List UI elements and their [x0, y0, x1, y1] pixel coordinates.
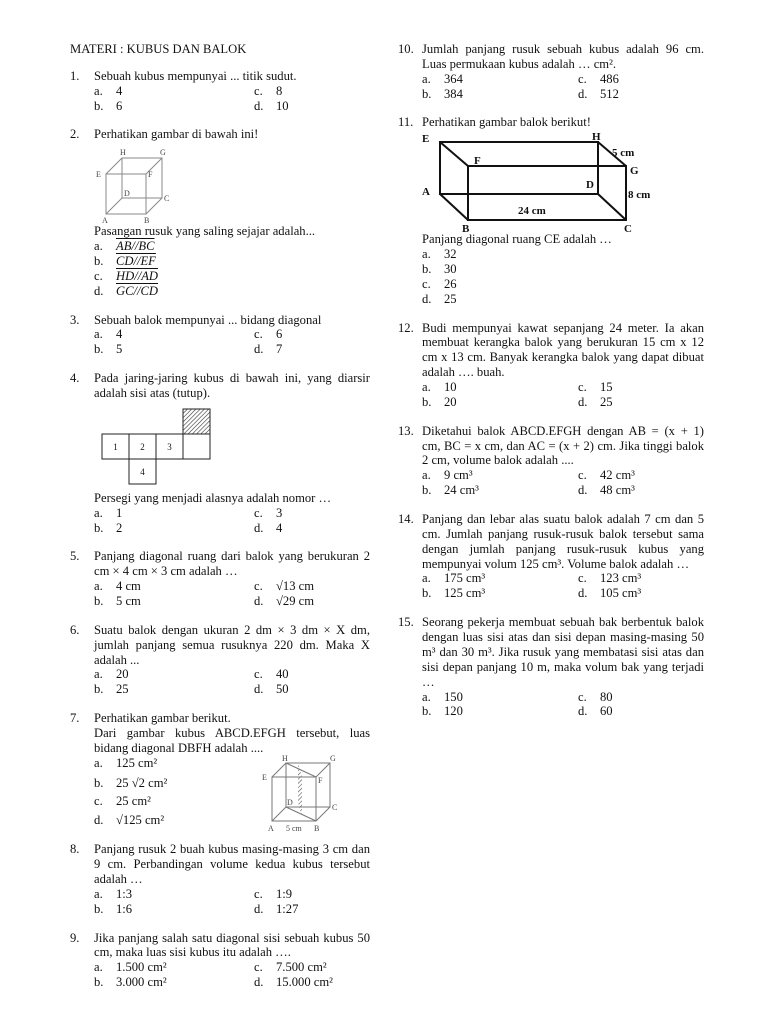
question-number: 5.: [70, 549, 80, 564]
question-text: Budi mempunyai kawat sepanjang 24 meter. Ia akan membuat kerangka balok yang berukuran 15 cm x 12 cm x 13 cm. Banyak kerangka balok yang dapat dibuat adalah …. buah.: [422, 320, 704, 380]
question-text: Perhatikan gambar di bawah ini!: [94, 127, 259, 142]
option-c[interactable]: c. 26: [422, 276, 457, 291]
question-number: 11.: [398, 115, 414, 130]
option-b[interactable]: b. 24 cm³: [422, 483, 479, 498]
option-c[interactable]: c. 15: [578, 380, 613, 395]
label-b: B: [314, 824, 320, 834]
question-number: 15.: [398, 615, 414, 630]
label-g: G: [330, 754, 336, 764]
option-d[interactable]: d. GC//CD: [94, 283, 158, 298]
question-followup: Dari gambar kubus ABCD.EFGH tersebut, luas bidang diagonal DBFH adalah ....: [94, 726, 370, 755]
option-a[interactable]: a. 20: [94, 667, 129, 682]
cube-net-figure: [100, 407, 220, 487]
option-a[interactable]: a. 1:3: [94, 886, 133, 901]
option-d[interactable]: d. √29 cm: [254, 594, 315, 609]
option-a[interactable]: a. 1: [94, 505, 123, 520]
question-text: Diketahui balok ABCD.EFGH dengan AB = (x + 1) cm, BC = x cm, dan AC = (x + 2) cm. Jika tinggi balok 2 cm, volume balok adalah ....: [422, 423, 704, 468]
net-square-blank: [183, 434, 210, 459]
question-number: 7.: [70, 711, 80, 726]
diagonal-plane-shaded: [298, 763, 302, 817]
option-b[interactable]: b. 384: [422, 86, 463, 101]
question-text: Jumlah panjang rusuk sebuah kubus adalah 96 cm. Luas permukaan kubus adalah … cm².: [422, 42, 704, 71]
option-c[interactable]: c. 486: [578, 71, 619, 86]
option-a[interactable]: a. 150: [422, 689, 463, 704]
option-d[interactable]: d. 50: [254, 682, 289, 697]
net-number-2: 2: [140, 441, 145, 452]
option-d[interactable]: d. 25: [578, 394, 613, 409]
label-a: A: [422, 186, 430, 199]
question-15: [398, 615, 704, 719]
question-followup: Panjang diagonal ruang CE adalah …: [422, 232, 612, 247]
option-c[interactable]: c. 8: [254, 83, 283, 98]
option-c[interactable]: c. √13 cm: [254, 579, 315, 594]
question-text: Jika panjang salah satu diagonal sisi sebuah kubus 50 cm, maka luas sisi kubus itu adalah ….: [94, 930, 370, 960]
option-a[interactable]: a. 4: [94, 327, 123, 342]
question-number: 8.: [70, 842, 80, 857]
label-e: E: [262, 773, 267, 783]
option-c[interactable]: c. 6: [254, 327, 283, 342]
question-text: Sebuah balok mempunyai ... bidang diagonal: [94, 312, 322, 327]
question-followup: Persegi yang menjadi alasnya adalah nomor …: [94, 490, 332, 505]
left-column: [70, 42, 370, 1004]
label-c: C: [332, 803, 338, 813]
label-a: A: [102, 216, 108, 225]
question-followup: Pasangan rusuk yang saling sejajar adalah...: [94, 224, 316, 239]
option-d[interactable]: d. 25: [422, 291, 457, 306]
question-number: 12.: [398, 320, 414, 335]
question-4: [70, 371, 370, 535]
label-d: D: [124, 189, 130, 199]
question-2: [70, 127, 370, 298]
label-c: C: [164, 194, 170, 204]
net-square-top-shaded: [183, 409, 210, 434]
label-d: D: [287, 798, 293, 808]
option-a[interactable]: a. 125 cm²: [94, 755, 158, 770]
option-b[interactable]: b. 30: [422, 262, 457, 277]
label-d: D: [586, 179, 594, 192]
option-b[interactable]: b. 3.000 cm²: [94, 975, 167, 990]
worksheet-title: MATERI : KUBUS DAN BALOK: [70, 42, 247, 56]
question-text: Panjang diagonal ruang dari balok yang berukuran 2 cm × 4 cm × 3 cm adalah …: [94, 549, 370, 579]
question-number: 9.: [70, 930, 80, 945]
question-number: 2.: [70, 127, 80, 142]
option-b[interactable]: b. 6: [94, 98, 123, 113]
option-a[interactable]: a. 364: [422, 71, 463, 86]
question-10: [398, 42, 704, 101]
option-a[interactable]: a. 4 cm: [94, 579, 141, 594]
option-a[interactable]: a. 32: [422, 247, 457, 262]
option-c[interactable]: c. 7.500 cm²: [254, 960, 327, 975]
question-14: [398, 512, 704, 601]
label-f: F: [148, 170, 153, 180]
length-label: 24 cm: [518, 205, 546, 218]
label-c: C: [624, 223, 632, 233]
cube-diagonal-figure: [256, 753, 366, 835]
question-13: [398, 424, 704, 498]
label-h: H: [120, 148, 126, 158]
label-b: B: [462, 223, 470, 233]
option-a[interactable]: a. 175 cm³: [422, 571, 486, 586]
cuboid-back-face: [440, 142, 598, 194]
option-b[interactable]: b. 25: [94, 682, 129, 697]
question-number: 6.: [70, 622, 80, 637]
question-number: 4.: [70, 371, 80, 386]
option-d[interactable]: d. 1:27: [254, 901, 299, 916]
label-a: A: [268, 824, 274, 834]
option-b[interactable]: b. CD//EF: [94, 254, 156, 269]
option-d[interactable]: d. 10: [254, 98, 289, 113]
option-c[interactable]: c. 42 cm³: [578, 468, 635, 483]
option-d[interactable]: d. 105 cm³: [578, 586, 642, 601]
label-e: E: [422, 133, 430, 146]
question-text: Seorang pekerja membuat sebuah bak berbentuk balok dengan luas sisi atas dan sisi depan masing-masing 50 m³ dan 30 m³. Jika rusuk yang membatasi sisi atas dan sisi depan panjang 10 m, maka volum bak yang terjadi …: [422, 615, 704, 689]
option-d[interactable]: d. 48 cm³: [578, 483, 635, 498]
option-c[interactable]: c. 1:9: [254, 886, 293, 901]
option-d[interactable]: d. 15.000 cm²: [254, 975, 333, 990]
question-8: [70, 842, 370, 916]
label-b: B: [144, 216, 150, 225]
width-label: 5 cm: [612, 147, 635, 160]
option-d[interactable]: d. 60: [578, 704, 613, 719]
edge-length-label: 5 cm: [286, 824, 302, 834]
question-11: [398, 115, 704, 306]
option-b[interactable]: b. 125 cm³: [422, 586, 486, 601]
option-d[interactable]: d. √125 cm²: [94, 813, 165, 828]
option-c[interactable]: c. 3: [254, 505, 283, 520]
question-text: Panjang rusuk 2 buah kubus masing-masing 3 cm dan 9 cm. Perbandingan volume kedua kubus tersebut adalah …: [94, 842, 370, 886]
option-b[interactable]: b. 1:6: [94, 901, 133, 916]
question-number: 14.: [398, 512, 414, 527]
question-text: Sebuah kubus mempunyai ... titik sudut.: [94, 68, 297, 83]
option-a[interactable]: a. 9 cm³: [422, 468, 473, 483]
label-h: H: [592, 132, 601, 144]
option-d[interactable]: d. 512: [578, 86, 619, 101]
question-number: 3.: [70, 312, 80, 327]
option-c[interactable]: c. 25 cm²: [94, 793, 151, 808]
option-b[interactable]: b. 20: [422, 394, 457, 409]
cuboid-figure: [420, 132, 652, 232]
question-1: [70, 69, 370, 114]
option-a[interactable]: a. 4: [94, 83, 123, 98]
question-number: 10.: [398, 42, 414, 56]
label-h: H: [282, 754, 288, 764]
option-b[interactable]: b. 25 √2 cm²: [94, 775, 168, 790]
question-text: Pada jaring-jaring kubus di bawah ini, yang diarsir adalah sisi atas (tutup).: [94, 371, 370, 401]
option-c[interactable]: c. 123 cm³: [578, 571, 642, 586]
option-b[interactable]: b. 120: [422, 704, 463, 719]
option-b[interactable]: b. 2: [94, 520, 123, 535]
question-7: [70, 711, 370, 834]
cube-figure: [94, 146, 184, 224]
question-6: [70, 623, 370, 697]
option-c[interactable]: c. HD//AD: [94, 268, 158, 283]
label-f: F: [474, 155, 481, 168]
right-column: [398, 42, 704, 733]
label-f: F: [318, 776, 323, 786]
height-label: 8 cm: [628, 189, 651, 202]
option-b[interactable]: b. 5: [94, 342, 123, 357]
question-text: Perhatikan gambar balok berikut!: [422, 115, 591, 130]
option-d[interactable]: d. 7: [254, 342, 283, 357]
question-number: 13.: [398, 423, 414, 438]
question-3: [70, 313, 370, 358]
question-number: 1.: [70, 68, 80, 83]
option-a[interactable]: a. 10: [422, 380, 457, 395]
net-number-1: 1: [113, 441, 118, 452]
option-c[interactable]: c. 80: [578, 689, 613, 704]
net-number-3: 3: [167, 441, 172, 452]
question-text: Panjang dan lebar alas suatu balok adalah 7 cm dan 5 cm. Jumlah panjang rusuk-rusuk balok tersebut sama dengan jumlah panjang rusuk-rusuk kubus yang mempunyai volum 125 cm³. Volume balok adalah …: [422, 512, 704, 571]
question-text: Suatu balok dengan ukuran 2 dm × 3 dm × X dm, jumlah panjang semua rusuknya 220 dm. Maka X adalah ...: [94, 622, 370, 667]
label-g: G: [160, 148, 166, 158]
label-g: G: [630, 165, 639, 178]
option-c[interactable]: c. 40: [254, 667, 289, 682]
question-5: [70, 549, 370, 608]
option-d[interactable]: d. 4: [254, 520, 283, 535]
question-9: [70, 931, 370, 990]
label-e: E: [96, 170, 101, 180]
net-number-4: 4: [140, 466, 145, 477]
question-12: [398, 321, 704, 410]
option-a[interactable]: a. 1.500 cm²: [94, 960, 167, 975]
question-text: Perhatikan gambar berikut.: [94, 711, 231, 726]
option-b[interactable]: b. 5 cm: [94, 594, 141, 609]
option-a[interactable]: a. AB//BC: [94, 239, 155, 254]
